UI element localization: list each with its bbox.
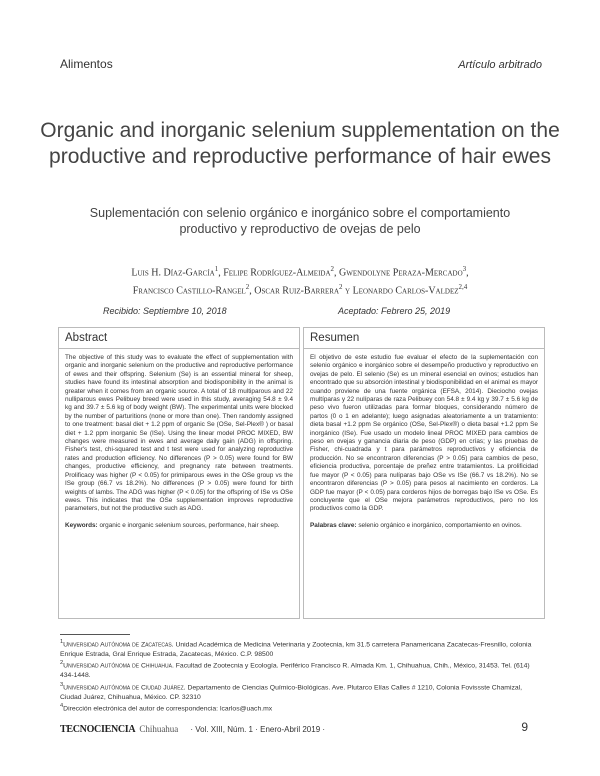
resumen-box — [303, 327, 545, 619]
footnote-3 — [60, 681, 545, 702]
affiliation-marker: 2,4 — [458, 283, 468, 292]
author-name: Gwendolyne Peraza-Mercado — [339, 267, 463, 279]
footnote-text: Dirección electrónica del autor de correspondencia: lcarlos@uach.mx — [63, 705, 273, 713]
author-name: Leonardo Carlos-Valdez — [352, 285, 459, 297]
affiliation-marker: 3 — [462, 265, 467, 273]
footnote-2 — [60, 659, 545, 680]
author-name: Luis H. Díaz-García — [131, 267, 215, 279]
affiliation-marker: 2 — [330, 265, 335, 273]
received-date: Recibido: Septiembre 10, 2018 — [103, 306, 227, 316]
page-number: 9 — [521, 720, 528, 734]
footnote-marker: 4 — [60, 703, 64, 710]
keywords-text: organic e inorganic selenium sources, performance, hair sheep. — [99, 521, 280, 529]
article-subtitle: Suplementación con selenio orgánico e inorgánico sobre el comportamiento productivo y reproductivo de ovejas de pelo — [89, 206, 511, 236]
author-name: Oscar Ruiz-Barrera — [254, 285, 339, 297]
resumen-heading: Resumen — [304, 328, 544, 349]
page-footer — [60, 724, 325, 735]
issue-info: · Vol. XIII, Núm. 1 · Enero-Abril 2019 · — [190, 725, 326, 734]
palabras-clave-label: Palabras clave: — [310, 521, 357, 529]
footnote-4 — [60, 702, 545, 714]
author-name: Felipe Rodríguez-Almeida — [223, 267, 331, 279]
footnote-marker: 1 — [60, 639, 64, 645]
article-type-label: Artículo arbitrado — [458, 59, 542, 71]
institution-name: Universidad Autónoma de Zacatecas. — [63, 641, 174, 649]
author-conjunction: y — [345, 285, 351, 297]
institution-name: Universidad Autónoma de Ciudad Juárez. — [63, 684, 186, 692]
keywords — [65, 522, 293, 530]
palabras-clave — [310, 522, 538, 530]
abstract-box — [58, 327, 300, 619]
journal-logo: TECNOCIENCIA — [60, 724, 136, 735]
footnote-text: Departamento de Ciencias Químico-Biológicas. Ave. Plutarco Elías Calles # 1210, Colonia Fovissste Chamizal, Ciudad Juárez, Chihuahua, México. CP. 32310 — [60, 684, 523, 701]
abstract-heading: Abstract — [59, 328, 299, 349]
footnote-marker: 2 — [60, 660, 64, 667]
institution-name: Universidad Autónoma de Chihuahua. — [63, 662, 174, 670]
author-list: Luis H. Díaz-García$^1$, Felipe Rodríguez-Almeida$^2$, Gwendolyne Peraza-Mercado$^3$, Francisco Castillo-Rangel$^2$, Oscar Ruiz-Barrera$^2$ y Leonardo Carlos-Valdez$^{2,4}$ — [131, 265, 469, 297]
article-title: Organic and inorganic selenium supplementation on the productive and reproductive performance of hair ewes — [40, 119, 560, 168]
keywords-label: Keywords: — [65, 521, 98, 529]
resumen-text: El objetivo de este estudio fue evaluar el efecto de la suplementación con selenio orgánico e inorgánico sobre el desempeño productivo y reproductivo en ovejas de pelo. El selenio (Se) es un mineral esencial en ovinos; estudios han encontrado que su absorción intestinal y biodisponibilidad en el animal es mayor cuando proviene de una fuente orgánica (EFSA, 2014). Dieciocho ovejas multíparas y 22 nulíparas de raza Pelibuey con 54.8 ± 9.4 kg y 39.7 ± 5.6 kg de peso vivo fueron utilizadas para formar bloques, considerando número de partos (0 o 1 en adelante); luego asignadas aleatoriamente a un tratamiento: dieta basal +1.2 ppm Se orgánico (OSe, Sel-Plex®) o dieta basal +1.2 ppm Se inorgánico (ISe). Fue usado un modelo lineal PROC MIXED para cambios de peso en ovejas y ganancia diaria de peso (GDP) en crías; y las pruebas de Fisher, chi-cuadrada y t para parámetros reproductivos y eficiencia de producción. No se encontraron diferencias (P > 0.05) para cambios de peso, eficiencia productiva, porcentaje de preñez entre tratamientos. La prolificidad fue mayor (P < 0.05) para nulíparas bajo OSe vs ISe (66.7 vs 18.2%). No se encontraron diferencias (P > 0.05) para pesos al nacimiento en corderos. La GDP fue mayor (P < 0.05) para corderos hijos de borregas bajo ISe vs OSe. Es concluyente que el OSe mejora parámetros reproductivos, pero no los productivos como la GDP. — [310, 354, 538, 513]
affiliation-marker: 2 — [339, 283, 343, 292]
footnote-text: Facultad de Zootecnia y Ecología. Periférico Francisco R. Almada Km. 1, Chihuahua, Chih., México, 31453. Tel. (614) 434-1448. — [60, 662, 530, 680]
affiliation-marker: 1 — [214, 265, 219, 273]
palabras-clave-text: selenio orgánico e inorgánico, comportamiento en ovinos. — [358, 521, 522, 529]
footnotes — [60, 638, 545, 714]
footnote-1 — [60, 638, 545, 659]
abstract-text: The objective of this study was to evaluate the effect of supplementation with organic and inorganic selenium on the productive and reproductive performance of ewes and their offspring. Selenium (Se) is an essential mineral for sheep, studies have found its intestinal absorption and biodisponibility in the animal is greater when it comes from an organic source. A total of 18 multiparous and 22 nulliparous ewes Pelibuey breed were used in this study, averaging 54.8 ± 9.4 kg and 39.7 ± 5.6 kg of body weight (BW). The experimental units were blocked by the number of parturitions (none or more than one). Then randomly assigned to one treatment: basal diet + 1.2 ppm of organic Se (OSe, Sel-Plex® ) or basal diet + 1.2 ppm inorganic Se (ISe). Using the linear model PROC MIXED, BW changes were measured in ewes and average daily gain (ADG) in offspring. Fisher's test, chi-squared test and t test were used for analyzing reproductive rates and production efficiency. No differences (P > 0.05) were found for BW changes, productive efficiency, and pregnancy rate between treatments. Prolificacy was higher (P < 0.05) for primiparous ewes in the OSe group vs the ISe group (66.7 vs 18.2%). No differences (P > 0.05) were found for birth weights of lambs. The ADG was higher (P < 0.05) for the offspring of ISe vs OSe ewes. This indicates that the OSe supplementation improves reproductive parameters, but not the productive such as ADG. — [65, 354, 293, 513]
footnote-marker: 3 — [60, 681, 64, 688]
affiliation-marker: 2 — [245, 283, 250, 292]
footnote-text: Unidad Académica de Medicina Veterinaria y Zootecnia, km 31.5 carretera Panamericana Zacatecas-Fresnillo, colonia Enrique Estrada, Gral Enrique Estrada, Zacatecas, México. C.P. 98500 — [60, 641, 532, 658]
author-name: Francisco Castillo-Rangel — [132, 285, 246, 297]
section-label: Alimentos — [60, 57, 113, 71]
journal-city: Chihuahua — [139, 724, 179, 734]
footnote-divider — [60, 634, 130, 635]
accepted-date: Aceptado: Febrero 25, 2019 — [338, 306, 451, 316]
